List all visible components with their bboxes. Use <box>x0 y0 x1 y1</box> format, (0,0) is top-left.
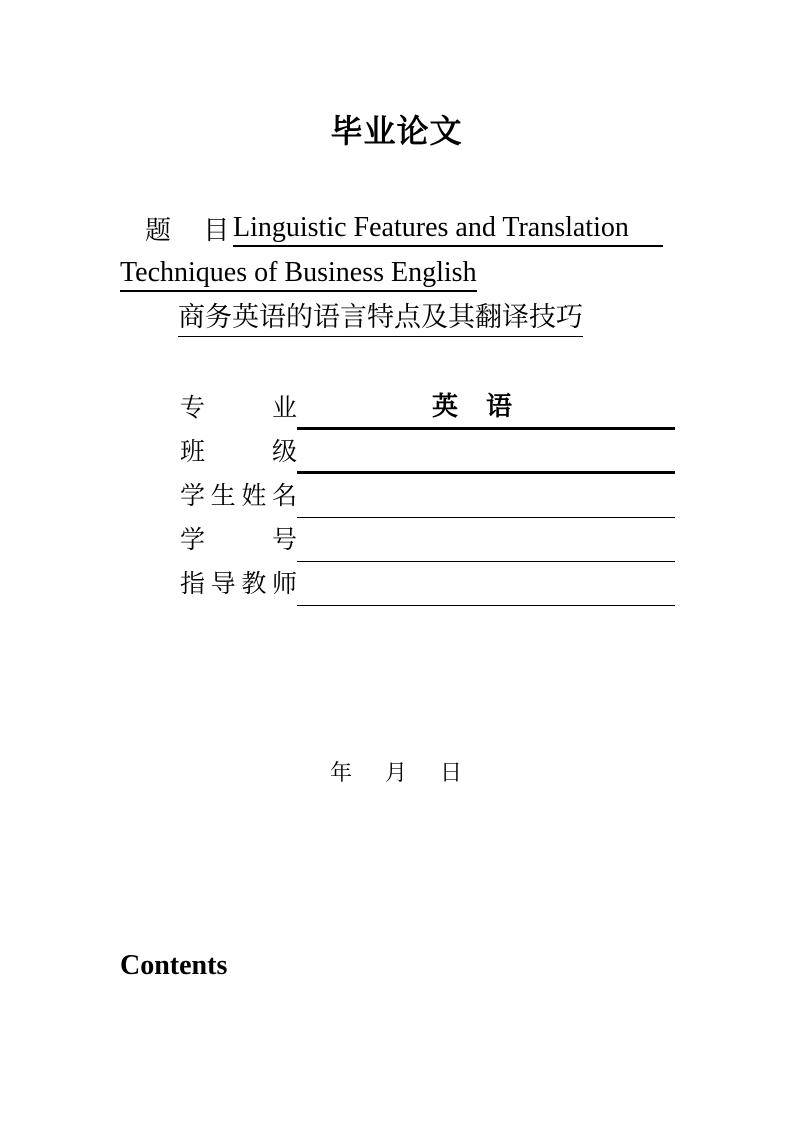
english-title-line-1: Linguistic Features and Translation <box>233 211 663 247</box>
field-class-underline <box>297 471 675 474</box>
contents-heading: Contents <box>120 950 228 981</box>
field-advisor-underline <box>297 605 675 606</box>
english-title-line-2: Techniques of Business English <box>120 256 477 292</box>
field-class-label <box>180 434 297 470</box>
field-major-underline <box>297 427 675 430</box>
label-char: 导 <box>210 569 236 598</box>
field-student-id <box>180 522 675 562</box>
label-char: 专 <box>180 393 206 422</box>
field-student-name <box>180 478 675 518</box>
field-major-label <box>180 390 297 426</box>
label-char: 指 <box>180 569 206 598</box>
field-student-name-underline <box>297 517 675 518</box>
label-char: 师 <box>271 569 297 598</box>
label-char: 业 <box>271 393 297 422</box>
label-char: 级 <box>271 437 297 466</box>
field-student-id-underline <box>297 561 675 562</box>
field-class <box>180 434 675 474</box>
label-char: 学 <box>180 481 206 510</box>
field-student-id-label <box>180 522 297 558</box>
chinese-title: 商务英语的语言特点及其翻译技巧 <box>178 300 583 337</box>
label-char: 教 <box>241 569 267 598</box>
field-advisor-label <box>180 566 297 602</box>
label-char: 学 <box>180 525 206 554</box>
label-char: 号 <box>271 525 297 554</box>
label-char: 生 <box>210 481 236 510</box>
field-advisor <box>180 566 675 606</box>
topic-label: 题 目 <box>145 216 242 246</box>
thesis-title: 毕业论文 <box>330 112 463 150</box>
label-char: 班 <box>180 437 206 466</box>
label-char: 姓 <box>241 481 267 510</box>
field-student-name-label <box>180 478 297 514</box>
label-char: 名 <box>271 481 297 510</box>
date-line: 年 月 日 <box>330 761 462 786</box>
field-major <box>180 390 675 430</box>
field-major-value: 英语 <box>431 392 540 422</box>
